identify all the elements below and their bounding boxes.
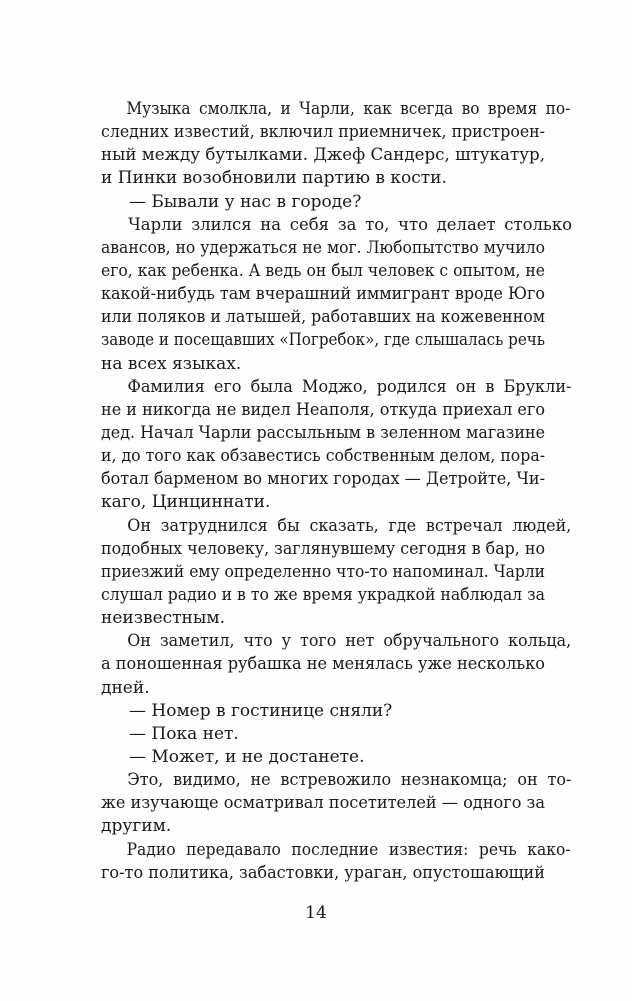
text-line: Радио передавало последние известия: речь како- xyxy=(126,839,571,860)
text-line: ный между бутылками. Джеф Сандерс, штукатур, xyxy=(101,145,545,166)
text-line: Чарли злился на себя за то, что делает столько xyxy=(128,214,573,235)
text-line: авансов, но удержаться не мог. Любопытство мучило xyxy=(101,237,545,258)
text-line: — Номер в гостинице сняли? xyxy=(129,700,393,721)
text-line: — Пока нет. xyxy=(129,723,239,744)
text-line: же изучающе осматривал посетителей — одного за xyxy=(101,793,545,814)
text-line: Он заметил, что у того нет обручального кольца, xyxy=(127,631,572,652)
text-line: каго, Цинциннати. xyxy=(101,492,271,513)
text-line: ботал барменом во многих городах — Детройте, Чи- xyxy=(101,469,545,490)
text-line: и, до того как обзавестись собственным делом, пора- xyxy=(101,446,545,467)
text-line: другим. xyxy=(101,816,172,837)
text-line: го-то политика, забастовки, ураган, опустошающий xyxy=(101,862,545,883)
text-line: подобных человеку, заглянувшему сегодня в бар, но xyxy=(101,538,545,559)
text-line: Фамилия его была Моджо, родился он в Брукли- xyxy=(127,376,572,397)
text-line: неизвестным. xyxy=(101,608,226,629)
text-line: Это, видимо, не встревожило незнакомца; он то- xyxy=(127,770,572,791)
text-line: слушал радио и в то же время украдкой наблюдал за xyxy=(101,584,545,605)
text-line: и Пинки возобновили партию в кости. xyxy=(101,168,447,189)
text-line: заводе и посещавших «Погребок», где слышалась речь xyxy=(101,330,545,351)
text-line: или поляков и латышей, работавших на кожевенном xyxy=(101,307,545,328)
text-line: дед. Начал Чарли рассыльным в зеленном магазине xyxy=(101,422,545,443)
page-number: 14 xyxy=(305,903,327,923)
text-line: Он затруднился бы сказать, где встречал людей, xyxy=(127,515,572,536)
text-line: а поношенная рубашка не менялась уже несколько xyxy=(101,654,545,675)
text-line: — Бывали у нас в городе? xyxy=(129,191,362,212)
body-text xyxy=(101,98,573,885)
text-line: Музыка смолкла, и Чарли, как всегда во время по- xyxy=(126,99,571,119)
text-line: дней. xyxy=(101,677,150,698)
text-line: не и никогда не видел Неаполя, откуда приехал его xyxy=(101,399,545,420)
text-line: на всех языках. xyxy=(101,353,242,374)
text-line: какой-нибудь там вчерашний иммигрант вроде Юго xyxy=(101,284,545,305)
text-line: приезжий ему определенно что-то напоминал. Чарли xyxy=(101,561,545,582)
text-line: — Может, и не достанете. xyxy=(129,746,365,767)
text-line: следних известий, включил приемничек, пристроен- xyxy=(101,122,545,143)
text-line: его, как ребенка. А ведь он был человек с опытом, не xyxy=(101,260,545,281)
